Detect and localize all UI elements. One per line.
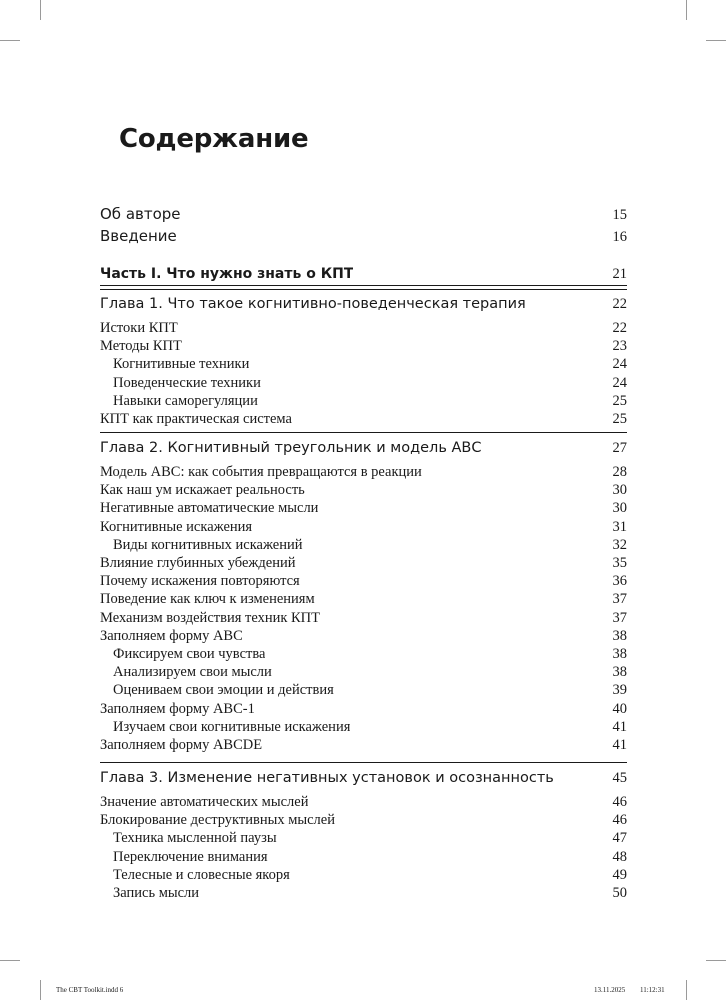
toc-section-label: Методы КПТ — [100, 338, 182, 355]
toc-chapter-heading-page: 45 — [612, 770, 627, 786]
toc-section-label: Модель АВС: как события превращаются в реакции — [100, 464, 422, 480]
toc-entry-intro-label: Об авторе — [100, 205, 181, 223]
toc-section — [100, 338, 627, 355]
toc-section-page: 37 — [612, 609, 627, 626]
toc-subsection — [100, 849, 627, 866]
toc-entry-intro — [100, 227, 627, 246]
toc-subsection — [100, 646, 627, 663]
toc-section — [100, 519, 627, 536]
toc-subsection — [100, 885, 627, 902]
toc-section — [100, 794, 627, 811]
toc-subsection — [100, 664, 627, 681]
toc-chapter-heading-label: Глава 2. Когнитивный треугольник и модель АВС — [100, 440, 482, 456]
toc-subsection — [100, 719, 627, 736]
toc-subsection — [100, 537, 627, 554]
toc-section — [100, 320, 627, 337]
toc-subsection-label: Телесные и словесные якоря — [113, 866, 290, 883]
page-title: Содержание — [119, 124, 309, 154]
toc-subsection-page: 38 — [612, 646, 627, 662]
crop-mark-right-top — [706, 40, 726, 41]
section-divider — [100, 289, 627, 290]
toc-section-label: Поведение как ключ к изменениям — [100, 591, 315, 608]
footer-date: 13.11.2025 — [594, 986, 626, 994]
toc-section-page: 35 — [612, 555, 627, 571]
toc-subsection-page: 39 — [612, 682, 627, 699]
toc-subsection-label: Техника мысленной паузы — [113, 830, 277, 847]
toc-subsection-page: 38 — [612, 664, 627, 681]
toc-section-page: 22 — [612, 320, 627, 336]
toc-section-page: 38 — [612, 627, 627, 644]
toc-section-label: Заполняем форму ABCDE — [100, 737, 263, 753]
toc-subsection-label: Когнитивные техники — [113, 356, 250, 373]
section-divider — [100, 432, 627, 433]
toc-section-page: 23 — [612, 338, 627, 355]
toc-subsection-page: 49 — [612, 866, 627, 883]
crop-mark-bottom-right — [686, 980, 687, 1000]
crop-mark-top-right — [686, 0, 687, 20]
toc-section — [100, 573, 627, 590]
toc-subsection-label: Анализируем свои мысли — [113, 664, 272, 681]
toc-part-heading-label: Часть I. Что нужно знать о КПТ — [100, 266, 354, 282]
toc-subsection-page: 24 — [612, 356, 627, 373]
toc-section-page: 41 — [612, 737, 627, 753]
toc-section — [100, 737, 627, 754]
toc-subsection-page: 41 — [612, 718, 627, 735]
toc-subsection-label: Оцениваем свои эмоции и действия — [113, 682, 334, 699]
toc-subsection — [100, 356, 627, 373]
toc-entry-intro — [100, 205, 627, 224]
toc-subsection-label: Навыки саморегуляции — [113, 392, 258, 409]
toc-chapter-heading-page: 27 — [612, 440, 627, 456]
toc-subsection — [100, 830, 627, 847]
toc-section-label: Заполняем форму АВС-1 — [100, 700, 255, 717]
toc-part-heading — [100, 266, 627, 286]
toc-subsection — [100, 682, 627, 699]
toc-subsection-page: 25 — [612, 392, 627, 409]
toc-subsection-label: Поведенческие техники — [113, 374, 261, 391]
toc-section — [100, 500, 627, 517]
footer-time: 11:12:31 — [640, 986, 665, 994]
section-divider — [100, 762, 627, 763]
toc-chapter-heading-page: 22 — [612, 296, 627, 312]
toc-section-page: 37 — [612, 591, 627, 608]
toc-subsection-page: 32 — [612, 536, 627, 553]
toc-section — [100, 701, 627, 718]
footer-file: The CBT Toolkit.indd 6 — [56, 986, 124, 994]
toc-section-label: Когнитивные искажения — [100, 518, 253, 535]
crop-mark-left-bottom — [0, 960, 20, 961]
toc-part-heading-page: 21 — [612, 266, 627, 282]
toc-section-label: Как наш ум искажает реальность — [100, 482, 305, 499]
toc-section-label: Значение автоматических мыслей — [100, 794, 309, 810]
toc-section — [100, 411, 627, 428]
toc-subsection-page: 24 — [612, 374, 627, 391]
toc-section-page: 40 — [612, 700, 627, 717]
toc-entry-intro-label: Введение — [100, 227, 177, 245]
toc-subsection-label: Виды когнитивных искажений — [113, 536, 303, 553]
toc-subsection — [100, 393, 627, 410]
toc-section-label: Влияние глубинных убеждений — [100, 555, 296, 571]
toc-entry-intro-page: 16 — [612, 229, 627, 245]
toc-section-page: 31 — [612, 518, 627, 535]
toc-section-label: Почему искажения повторяются — [100, 573, 300, 590]
toc-section-label: КПТ как практическая система — [100, 411, 292, 427]
toc-chapter-heading — [100, 296, 627, 313]
toc-subsection-label: Фиксируем свои чувства — [113, 646, 266, 662]
toc-subsection-label: Переключение внимания — [113, 848, 268, 865]
toc-section — [100, 812, 627, 829]
toc-chapter-heading — [100, 440, 627, 457]
toc-subsection-label: Изучаем свои когнитивные искажения — [113, 718, 351, 735]
toc-chapter-heading — [100, 770, 627, 787]
toc-section-label: Заполняем форму АВС — [100, 627, 243, 644]
crop-mark-top-left — [40, 0, 41, 20]
toc-subsection — [100, 375, 627, 392]
toc-chapter-heading-label: Глава 1. Что такое когнитивно-поведенческая терапия — [100, 296, 526, 312]
toc-entry-intro-page: 15 — [612, 207, 627, 223]
toc-section-page: 30 — [612, 500, 627, 517]
toc-section-page: 36 — [612, 573, 627, 590]
toc-subsection-page: 50 — [612, 885, 627, 901]
toc-subsection — [100, 867, 627, 884]
toc-section-page: 46 — [612, 812, 627, 829]
crop-mark-bottom-left — [40, 980, 41, 1000]
crop-mark-right-bottom — [706, 960, 726, 961]
toc-section — [100, 628, 627, 645]
toc-subsection-label: Запись мысли — [113, 885, 200, 901]
toc-section — [100, 610, 627, 627]
toc-chapter-heading-label: Глава 3. Изменение негативных установок и осознанность — [100, 770, 554, 786]
toc-section-page: 25 — [612, 411, 627, 427]
toc-section-label: Негативные автоматические мысли — [100, 500, 319, 517]
toc-section-page: 46 — [612, 794, 627, 810]
toc-subsection-page: 47 — [612, 830, 627, 847]
toc-section-label: Истоки КПТ — [100, 320, 178, 336]
toc-section-label: Механизм воздействия техник КПТ — [100, 609, 321, 626]
toc-subsection-page: 48 — [612, 848, 627, 865]
toc-section — [100, 482, 627, 499]
toc-section — [100, 555, 627, 572]
toc-section-page: 28 — [612, 464, 627, 480]
toc-section-page: 30 — [612, 482, 627, 499]
toc-section — [100, 464, 627, 481]
crop-mark-left-top — [0, 40, 20, 41]
toc-section-label: Блокирование деструктивных мыслей — [100, 812, 335, 829]
toc-section — [100, 591, 627, 608]
